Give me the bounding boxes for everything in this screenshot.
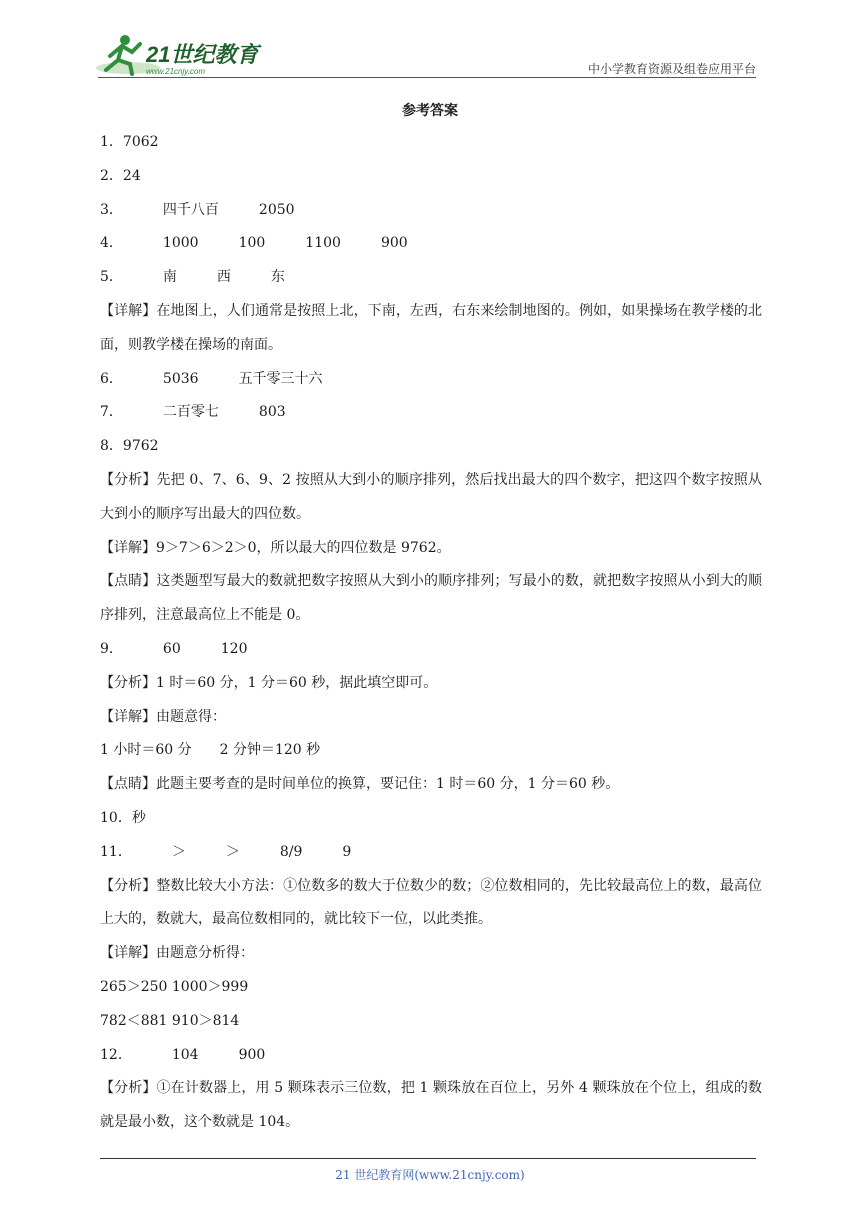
footer-divider [100,1158,756,1159]
page-header [0,0,860,82]
answer-5-detail: 【详解】在地图上，人们通常是按照上北，下南，左西，右东来绘制地图的。例如，如果操场在教学楼的北面，则教学楼在操场的南面。 [100,302,762,353]
answer-8-analysis: 【分析】先把 0、7、6、9、2 按照从大到小的顺序排列，然后找出最大的四个数字，把这四个数字按照从大到小的顺序写出最大的四位数。 [100,471,762,522]
answer-content [100,126,762,1140]
answer-9: 9． 60 120 [100,640,248,657]
answer-11-line-2: 782＜881 910＞814 [100,1012,240,1029]
answer-3: 3． 四千八百 2050 [100,201,295,218]
answer-2: 2．24 [100,167,141,184]
header-divider [98,77,756,78]
answer-4: 4． 1000 100 1100 900 [100,235,408,252]
answer-11: 11． ＞ ＞ 8/9 9 [100,843,352,860]
answer-9-analysis: 【分析】1 时＝60 分，1 分＝60 秒，据此填空即可。 [100,674,438,691]
answer-7: 7． 二百零七 803 [100,404,286,421]
logo-url: www.21cnjy.com [146,67,205,76]
footer-link[interactable]: 21 世纪教育网(www.21cnjy.com) [335,1168,525,1182]
answer-11-line-1: 265＞250 1000＞999 [100,978,249,995]
answer-11-detail: 【详解】由题意分析得： [100,945,254,962]
answer-5: 5． 南 西 东 [100,269,285,286]
answer-9-comment: 【点睛】此题主要考查的是时间单位的换算，要记住：1 时＝60 分，1 分＝60 秒。 [100,776,620,793]
answer-1: 1．7062 [100,134,159,150]
answer-12-analysis: 【分析】①在计数器上，用 5 颗珠表示三位数，把 1 颗珠放在百位上，另外 4 颗珠放在个位上，组成的数就是最小数，这个数就是 104。 [100,1080,762,1131]
logo-text: 21世纪教育 [146,42,259,67]
answer-11-analysis: 【分析】整数比较大小方法：①位数多的数大于位数少的数；②位数相同的，先比较最高位上的数，最高位上大的，数就大，最高位数相同的，就比较下一位，以此类推。 [100,877,762,928]
answer-8-comment: 【点睛】这类题型写最大的数就把数字按照从大到小的顺序排列；写最小的数，就把数字按照从小到大的顺序排列，注意最高位上不能是 0。 [100,573,762,624]
answer-10: 10．秒 [100,809,146,826]
answer-9-detail-2: 1 小时＝60 分 2 分钟＝120 秒 [100,742,321,759]
answer-9-detail: 【详解】由题意得： [100,708,226,725]
answer-8-detail: 【详解】9＞7＞6＞2＞0，所以最大的四位数是 9762。 [100,539,451,556]
runner-logo-icon [92,30,272,80]
platform-name: 中小学教育资源及组卷应用平台 [587,62,756,76]
logo [92,30,272,80]
answer-12: 12． 104 900 [100,1046,266,1063]
answer-6: 6． 5036 五千零三十六 [100,370,323,387]
page-title: 参考答案 [402,103,458,119]
answer-8: 8．9762 [100,438,159,455]
